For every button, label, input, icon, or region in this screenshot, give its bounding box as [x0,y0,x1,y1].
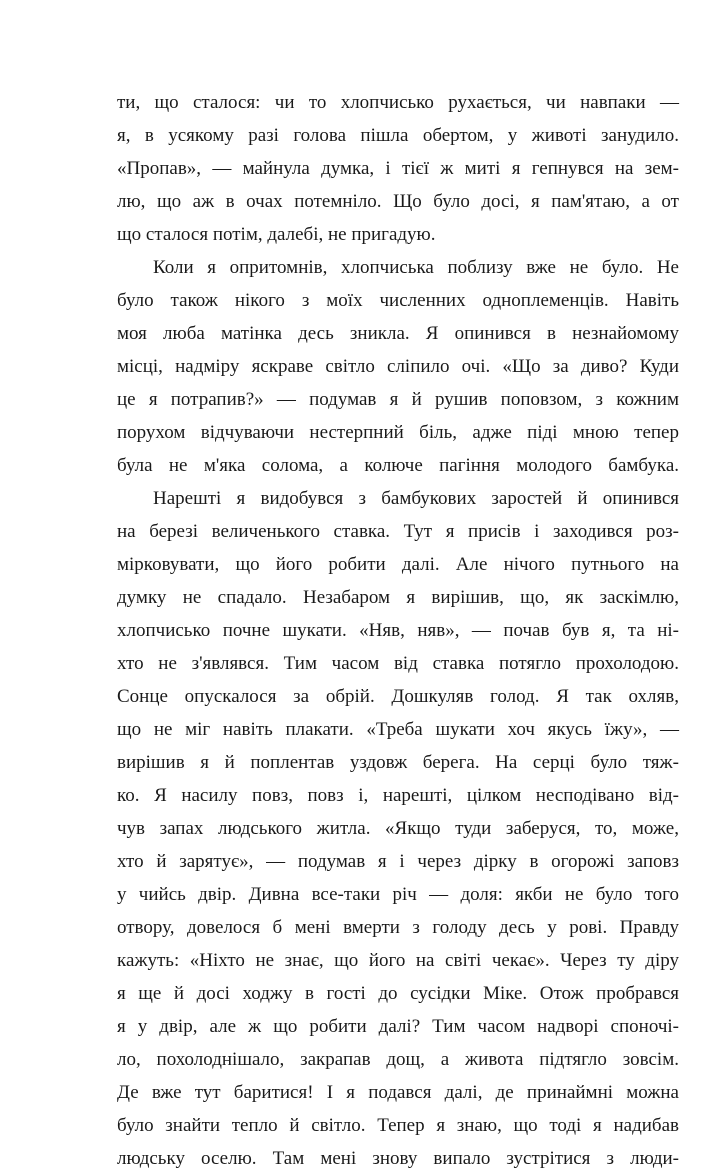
text-line: я у двір, але ж що робити далі? Тим часом надворі споночі- [117,1016,679,1037]
text-line: «Пропав», — майнула думка, і тієї ж миті я гепнувся на зем- [117,158,679,179]
text-line: що не міг навіть плакати. «Треба шукати хоч якусь їжу», — [117,719,679,740]
text-line: було також нікого з моїх численних одноплеменців. Навіть [117,290,679,311]
text-line: хлопчисько почне шукати. «Няв, няв», — почав був я, та ні- [117,620,679,641]
text-line: хто не з'являвся. Тим часом від ставка потягло прохолодою. [117,653,679,674]
text-line: у чийсь двір. Дивна все-таки річ — доля: якби не було того [117,884,679,905]
text-line: що сталося потім, далебі, не пригадую. [117,224,436,245]
page-text [117,86,679,1175]
paragraph-first-line: Коли я опритомнів, хлопчиська поблизу вже не було. Не [153,257,679,278]
text-line: кажуть: «Ніхто не знає, що його на світі чекає». Через ту діру [117,950,679,971]
text-line: Де вже тут баритися! І я подався далі, де принаймні можна [117,1082,679,1103]
text-line: Сонце опускалося за обрій. Дошкуляв голод. Я так охляв, [117,686,679,707]
text-line: моя люба матінка десь зникла. Я опинився в незнайомому [117,323,679,344]
text-line: думку не спадало. Незабаром я вирішив, що, як заскімлю, [117,587,679,608]
text-line: ко. Я насилу повз, повз і, нарешті, цілком несподівано від- [117,785,679,806]
text-line: лю, що аж в очах потемніло. Що було досі, я пам'ятаю, а от [117,191,679,212]
text-line: я, в усякому разі голова пішла обертом, у животі занудило. [117,125,679,146]
text-line: я ще й досі ходжу в гості до сусідки Міке. Отож пробрався [117,983,679,1004]
text-line: хто й зарятує», — подумав я і через дірку в огорожі заповз [117,851,679,872]
text-line: чув запах людського житла. «Якщо туди заберуся, то, може, [117,818,679,839]
text-line: місці, надміру яскраве світло сліпило очі. «Що за диво? Куди [117,356,679,377]
text-line: людську оселю. Там мені знову випало зустрітися з люди- [117,1148,679,1169]
text-line: ло, похолоднішало, закрапав дощ, а живота підтягло зовсім. [117,1049,679,1070]
text-line: мірковувати, що його робити далі. Але нічого путнього на [117,554,679,575]
text-line: була не м'яка солома, а колюче пагіння молодого бамбука. [117,455,679,476]
text-line: ти, що сталося: чи то хлопчисько рухається, чи навпаки — [117,92,679,113]
text-line: вирішив я й поплентав уздовж берега. На серці було тяж- [117,752,679,773]
paragraph-first-line: Нарешті я видобувся з бамбукових заростей й опинився [153,488,679,509]
text-line: це я потрапив?» — подумав я й рушив поповзом, з кожним [117,389,679,410]
text-line: отвору, довелося б мені вмерти з голоду десь у рові. Правду [117,917,679,938]
text-line: порухом відчуваючи нестерпний біль, адже піді мною тепер [117,422,679,443]
text-line: на березі величенького ставка. Тут я присів і заходився роз- [117,521,679,542]
text-line: було знайти тепло й світло. Тепер я знаю, що тоді я надибав [117,1115,679,1136]
